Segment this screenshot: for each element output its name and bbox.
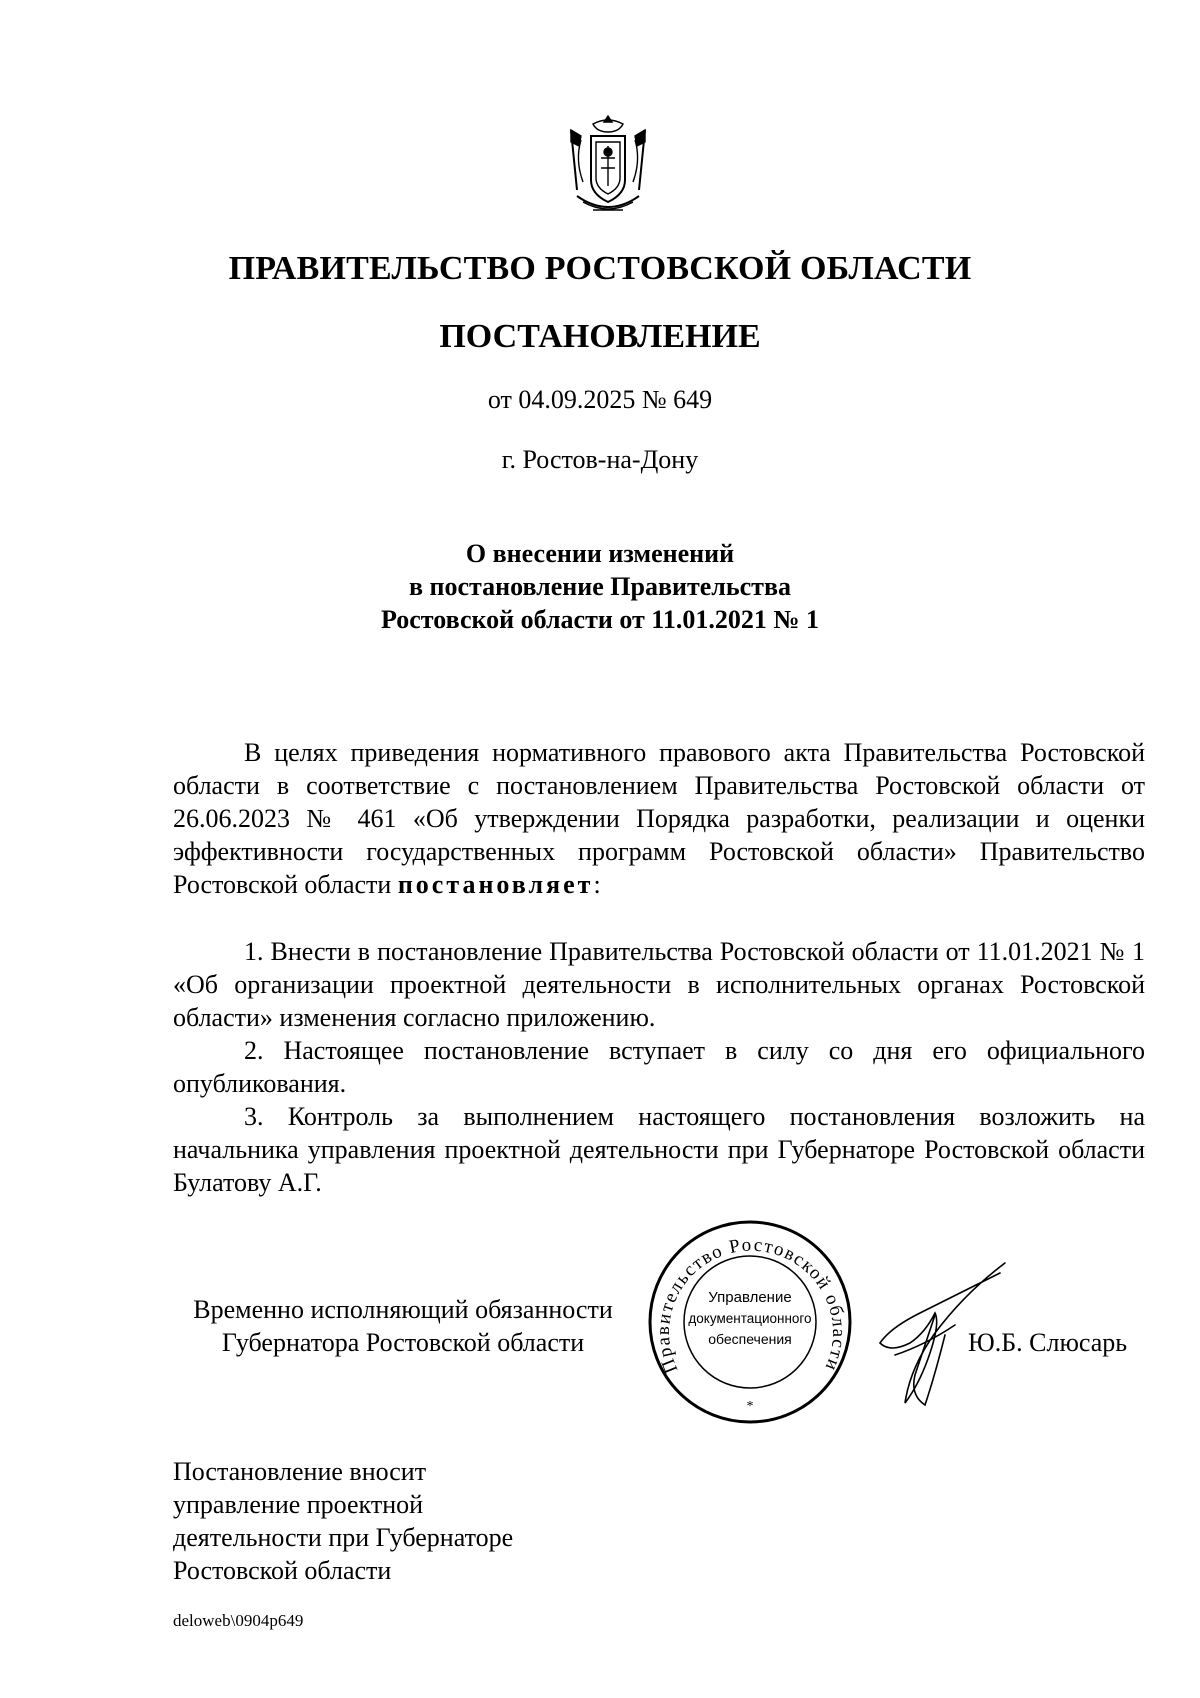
submitter-line: Ростовской области	[173, 1556, 392, 1585]
coat-of-arms-emblem	[563, 110, 653, 225]
signatory-title-line: Временно исполняющий обязанности	[193, 1295, 613, 1324]
resolution-item: 2. Настоящее постановление вступает в силу со дня его официального опубликования.	[173, 1036, 1145, 1098]
subject-line: Ростовской области от 11.01.2021 № 1	[381, 605, 819, 634]
subject-line: О внесении изменений	[465, 539, 735, 568]
stamp-center-line: документационного	[688, 1311, 812, 1326]
submitter-line: деятельности при Губернаторе	[173, 1523, 514, 1552]
preamble-text: В целях приведения нормативного правового акта Правительства Ростовской области в соответствие с постановлением Правительства Ростовской области от 26.06.2023 № 461 «Об утверждении Порядка разработки, реализации и оценки эффективности государственных программ Ростовской области» Правительство Ростовской области	[173, 738, 1145, 899]
stamp-star-icon: *	[746, 1399, 754, 1414]
submitter-line: Постановление вносит	[173, 1457, 427, 1486]
document-type-heading: ПОСТАНОВЛЕНИЕ	[439, 318, 761, 355]
preamble-keyword: постановляет	[397, 870, 594, 899]
resolution-items	[173, 935, 1145, 1199]
resolution-item: 1. Внести в постановление Правительства Ростовской области от 11.01.2021 № 1 «Об организации проектной деятельности в исполнительных органах Ростовской области» изменения согласно приложению.	[173, 937, 1145, 1032]
stamp-ring-textpath: Правительство Ростовской области	[652, 1234, 850, 1377]
signatory-name: Ю.Б. Слюсарь	[968, 1328, 1128, 1357]
resolution-item: 3. Контроль за выполнением настоящего постановления возложить на начальника управления проектной деятельности при Губернаторе Ростовской области Булатову А.Г.	[173, 1102, 1145, 1197]
document-city: г. Ростов-на-Дону	[501, 445, 699, 474]
document-subject	[0, 537, 1200, 636]
organization-heading: ПРАВИТЕЛЬСТВО РОСТОВСКОЙ ОБЛАСТИ	[228, 250, 972, 287]
subject-line: в постановление Правительства	[408, 572, 791, 601]
signatory-title	[173, 1293, 633, 1359]
submitter-line: управление проектной	[173, 1490, 424, 1519]
preamble-paragraph	[173, 736, 1145, 901]
document-date-number: от 04.09.2025 № 649	[487, 385, 713, 414]
signatory-title-line: Губернатора Ростовской области	[221, 1328, 585, 1357]
official-stamp	[648, 1220, 853, 1425]
document-reference: deloweb\0904p649	[173, 1611, 304, 1630]
preamble-colon: :	[593, 870, 601, 899]
submitter-note	[173, 1455, 513, 1587]
stamp-center-line: Управление	[708, 1289, 792, 1306]
stamp-center-line: обеспечения	[708, 1331, 792, 1347]
